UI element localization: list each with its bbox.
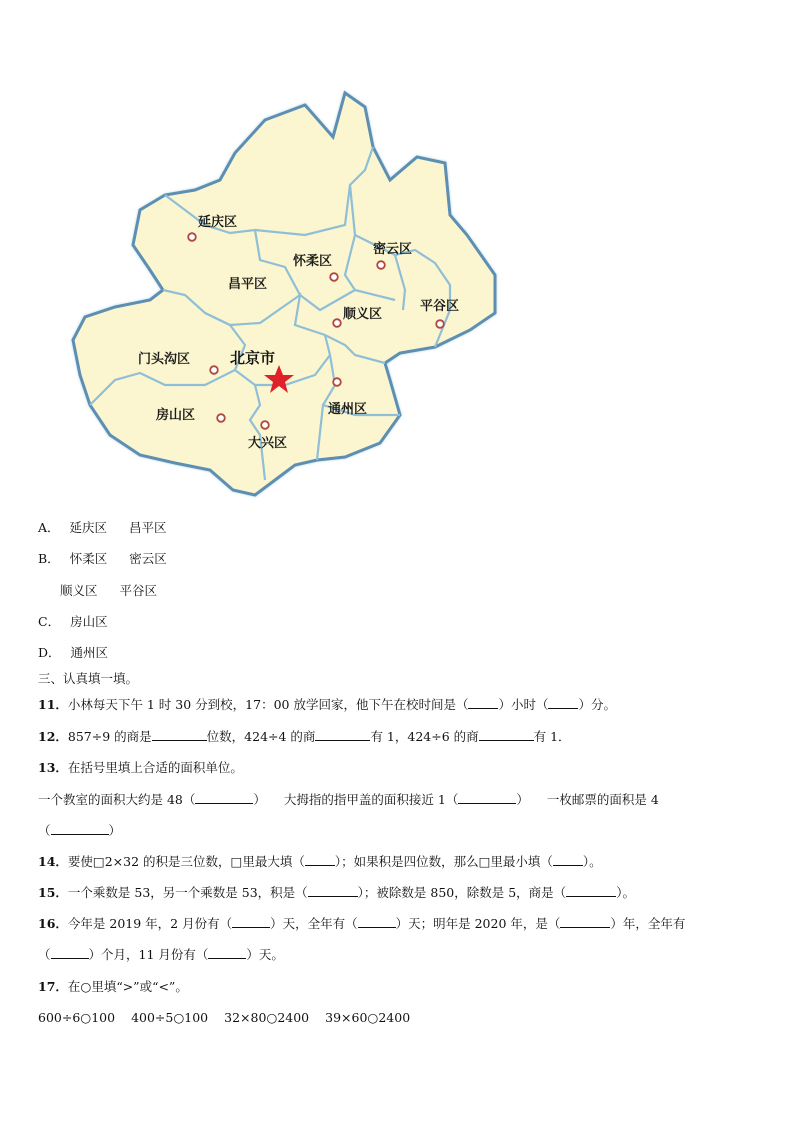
question-text: ） xyxy=(516,792,529,807)
label-changping: 昌平区 xyxy=(228,277,268,292)
question-16-line2 xyxy=(38,947,284,963)
question-text: ）年，全年有 xyxy=(610,916,686,931)
question-13-line2 xyxy=(38,792,659,808)
answer-blank[interactable] xyxy=(208,947,246,959)
question-text: 要使□2×32 的积是三位数，□里最大填（ xyxy=(67,854,305,869)
option-text: 顺义区 xyxy=(60,583,98,598)
option-text: 通州区 xyxy=(70,645,109,660)
label-tongzhou: 通州区 xyxy=(328,402,368,417)
option-d xyxy=(38,645,108,661)
question-number: 16． xyxy=(38,916,68,931)
answer-blank[interactable] xyxy=(468,697,498,709)
label-daxing: 大兴区 xyxy=(248,436,288,451)
question-number: 17． xyxy=(38,979,68,994)
label-mentougou: 门头沟区 xyxy=(138,352,191,367)
question-text: 一个教室的面积大约是 48（ xyxy=(38,792,196,807)
question-17 xyxy=(38,979,188,995)
option-b-line2 xyxy=(60,583,157,599)
question-text: ）；如果积是四位数，那么□里最小填（ xyxy=(334,854,553,869)
answer-blank[interactable] xyxy=(315,729,370,741)
compare-expression[interactable]: 400÷5○100 xyxy=(131,1010,209,1025)
label-pinggu: 平谷区 xyxy=(420,299,460,314)
answer-blank[interactable] xyxy=(152,729,207,741)
question-text: 在○里填“>”或“<”。 xyxy=(67,979,188,994)
option-letter: C． xyxy=(38,614,61,629)
answer-blank[interactable] xyxy=(458,792,516,804)
question-text: ）天，全年有（ xyxy=(270,916,358,931)
option-text: 怀柔区 xyxy=(69,551,108,566)
question-text: ）分。 xyxy=(578,697,616,712)
question-text: ）。 xyxy=(616,885,635,900)
question-number: 14． xyxy=(38,854,68,869)
label-capital: 北京市 xyxy=(230,349,276,367)
label-miyun: 密云区 xyxy=(373,242,413,257)
answer-blank[interactable] xyxy=(479,729,534,741)
question-text: （ xyxy=(38,947,51,962)
label-shunyi: 顺义区 xyxy=(343,307,383,322)
label-yanqing: 延庆区 xyxy=(198,215,238,230)
compare-expression[interactable]: 32×80○2400 xyxy=(224,1010,310,1025)
option-letter: B． xyxy=(38,551,60,566)
option-b xyxy=(38,551,167,567)
question-text: ）；被除数是 850，除数是 5，商是（ xyxy=(357,885,567,900)
answer-blank[interactable] xyxy=(51,947,89,959)
option-text: 密云区 xyxy=(129,551,167,566)
question-number: 15． xyxy=(38,885,68,900)
option-text: 平谷区 xyxy=(119,583,158,598)
option-text: 延庆区 xyxy=(69,520,108,535)
question-11 xyxy=(38,697,616,713)
answer-blank[interactable] xyxy=(305,854,335,866)
answer-blank[interactable] xyxy=(566,885,616,897)
question-text: ） xyxy=(253,792,266,807)
compare-expression[interactable]: 600÷6○100 xyxy=(38,1010,116,1025)
section-heading: 三、认真填一填。 xyxy=(38,671,139,686)
beijing-district-map xyxy=(55,85,535,505)
answer-blank[interactable] xyxy=(560,916,610,928)
option-c xyxy=(38,614,108,630)
question-text: （ xyxy=(38,823,51,838)
question-15 xyxy=(38,885,635,901)
question-text: 位数，424÷4 的商 xyxy=(206,729,316,744)
option-letter: D． xyxy=(38,645,61,660)
question-text: 一个乘数是 53，另一个乘数是 53，积是（ xyxy=(67,885,308,900)
question-text: 大拇指的指甲盖的面积接近 1（ xyxy=(283,792,459,807)
question-text: 有 1． xyxy=(533,729,571,744)
question-number: 12． xyxy=(38,729,68,744)
question-text: ）个月，11 月份有（ xyxy=(88,947,209,962)
question-number: 11． xyxy=(38,697,68,712)
map-outline xyxy=(73,93,495,495)
question-17-expressions xyxy=(38,1010,410,1026)
question-13 xyxy=(38,760,243,776)
answer-blank[interactable] xyxy=(232,916,270,928)
answer-blank[interactable] xyxy=(308,885,358,897)
question-text: ）天。 xyxy=(246,947,284,962)
question-text: 今年是 2019 年，2 月份有（ xyxy=(67,916,233,931)
question-16 xyxy=(38,916,685,932)
answer-blank[interactable] xyxy=(51,823,109,835)
question-text: ）小时（ xyxy=(498,697,549,712)
question-text: 有 1，424÷6 的商 xyxy=(370,729,479,744)
answer-blank[interactable] xyxy=(358,916,396,928)
question-text: ）天；明年是 2020 年，是（ xyxy=(395,916,561,931)
question-14 xyxy=(38,854,602,870)
question-text: ） xyxy=(108,823,122,838)
option-a xyxy=(38,520,167,536)
question-text: 一枚邮票的面积是 4 xyxy=(546,792,659,807)
answer-blank[interactable] xyxy=(553,854,583,866)
question-number: 13． xyxy=(38,760,68,775)
label-huairou: 怀柔区 xyxy=(293,254,333,269)
answer-blank[interactable] xyxy=(195,792,253,804)
option-text: 房山区 xyxy=(70,614,108,629)
option-text: 昌平区 xyxy=(129,520,167,535)
answer-blank[interactable] xyxy=(548,697,578,709)
label-fangshan: 房山区 xyxy=(156,408,196,423)
question-text: 在括号里填上合适的面积单位。 xyxy=(67,760,243,775)
compare-expression[interactable]: 39×60○2400 xyxy=(325,1010,411,1025)
question-text: 小林每天下午 1 时 30 分到校，17：00 放学回家，他下午在校时间是（ xyxy=(67,697,469,712)
question-text: 857÷9 的商是 xyxy=(67,729,152,744)
option-letter: A． xyxy=(38,520,60,535)
question-text: ）。 xyxy=(582,854,602,869)
question-12 xyxy=(38,729,571,745)
question-13-line3 xyxy=(38,823,121,839)
